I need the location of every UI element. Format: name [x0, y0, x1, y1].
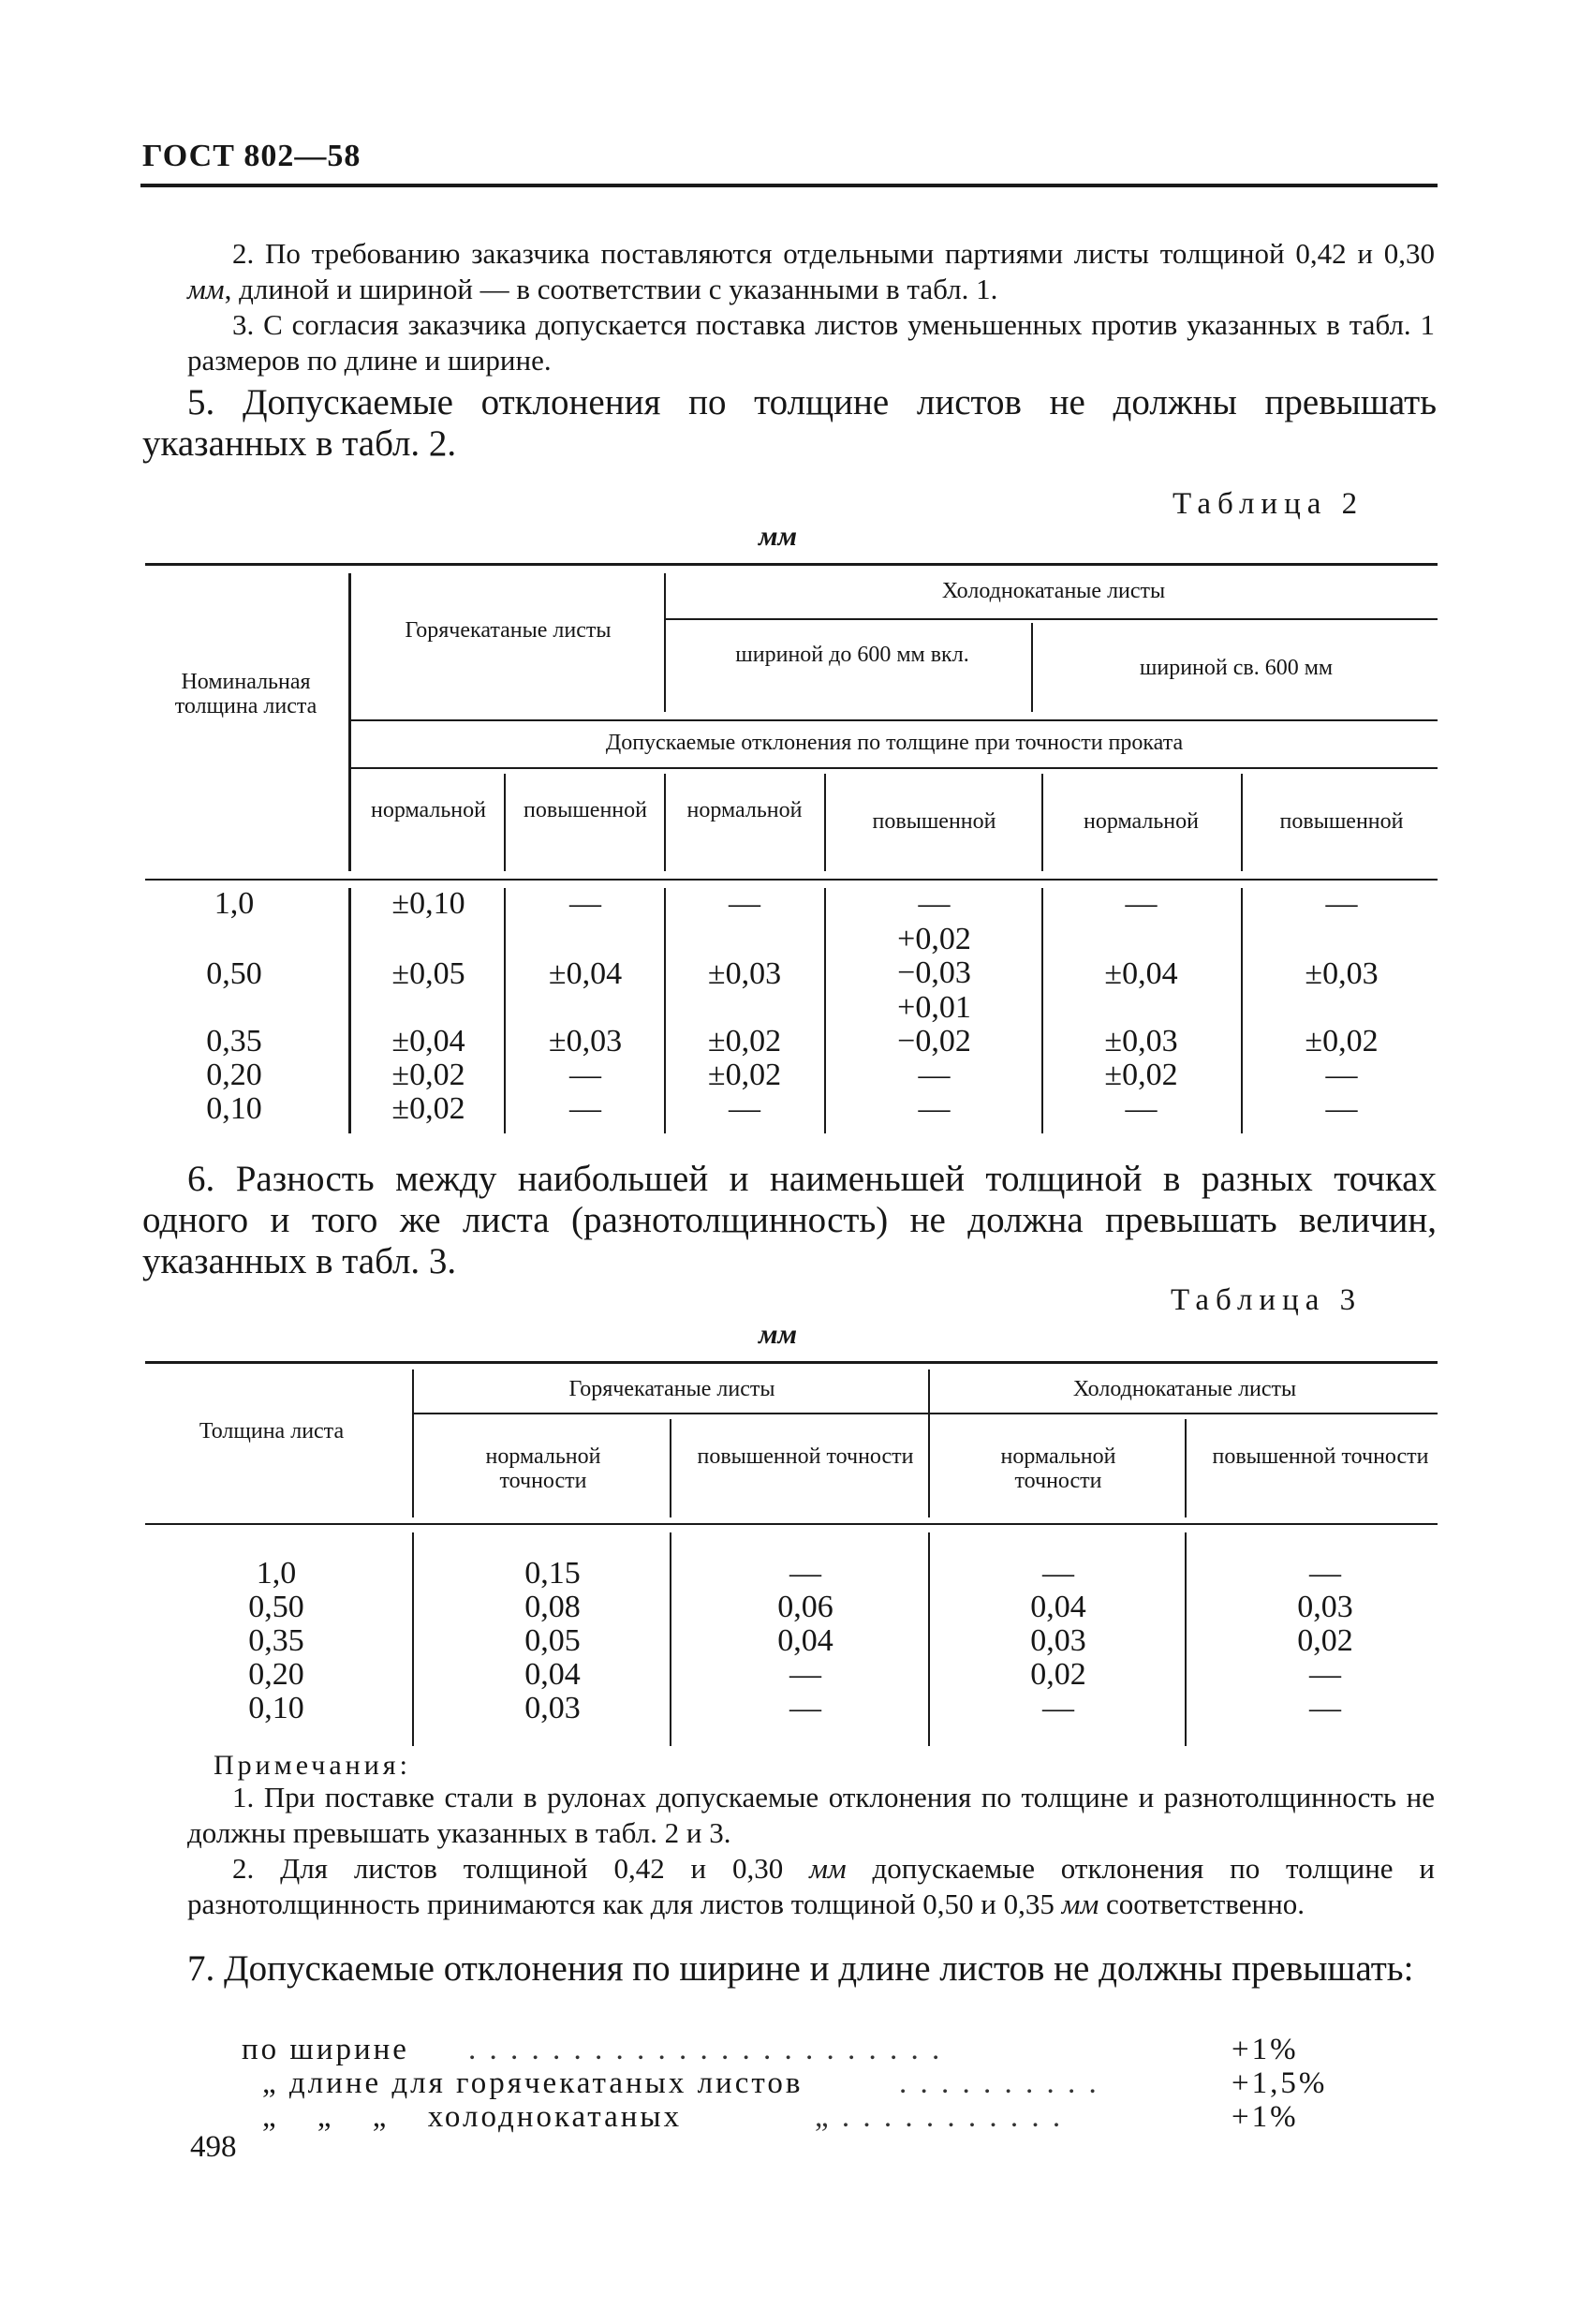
notes-title: Примечания: — [214, 1750, 411, 1781]
table2-sub-header: нормальной — [371, 798, 486, 822]
table3-cell: — — [789, 1556, 821, 1591]
table2-cell: 0,35 — [206, 1024, 262, 1058]
dot-leader: „ . . . . . . . . . . . — [815, 2100, 1064, 2134]
table2-cell: +0,01 −0,02 — [897, 990, 971, 1058]
table2-sub-header: нормальной — [1084, 809, 1199, 834]
table2-caption: Таблица 2 — [1173, 487, 1364, 521]
table3-cell: 0,03 — [1297, 1590, 1353, 1624]
table2-cell: ±0,03 — [1104, 1024, 1178, 1058]
table2-cell: 0,50 — [206, 956, 262, 991]
header-rule — [140, 184, 1438, 187]
table2-cell: — — [1325, 1091, 1358, 1126]
table2-cell: 1,0 — [214, 886, 255, 921]
table2-cell: — — [569, 1091, 601, 1126]
table3-cell: — — [789, 1691, 821, 1725]
table2-cell: ±0,04 — [1104, 956, 1178, 991]
table3-cell: 0,02 — [1297, 1623, 1353, 1658]
table3-cell: 0,35 — [248, 1623, 304, 1658]
table3-sub-header: нормальной точности — [1000, 1444, 1116, 1493]
table3-caption: Таблица 3 — [1171, 1283, 1363, 1317]
table2-cell: ±0,02 — [1104, 1058, 1178, 1092]
table3-cell: — — [1309, 1657, 1341, 1692]
table2-cell: — — [918, 1058, 951, 1092]
table2-sub-header: повышенной — [524, 798, 647, 822]
tolerance-value: +1% — [1232, 2033, 1299, 2066]
table3-cell: 0,03 — [1030, 1623, 1086, 1658]
table2-header-nominal: Номинальная толщина листа — [174, 670, 317, 718]
table2-cell: 0,20 — [206, 1058, 262, 1092]
table3-cell: 0,20 — [248, 1657, 304, 1692]
table3-cell: 0,04 — [1030, 1590, 1086, 1624]
table2-cell: ±0,03 — [707, 956, 782, 991]
tolerance-value: +1,5% — [1232, 2066, 1328, 2100]
table2-cell: — — [729, 1091, 760, 1126]
table2-cell: — — [569, 886, 601, 921]
note-1: 1. При поставке стали в рулонах допускаемые отклонения по толщине и разнотолщинность не должны превышать указанных в табл. 2 и 3. — [187, 1781, 1435, 1849]
table2-unit: мм — [759, 521, 798, 552]
table2-header-cold-wide: шириной св. 600 мм — [1139, 656, 1334, 680]
dot-leader: . . . . . . . . . . . . . . . . . . . . . . . — [468, 2033, 943, 2066]
table3-cell: 0,03 — [524, 1691, 581, 1725]
table2-header-cold: Холоднокатаные листы — [941, 579, 1166, 603]
table3-cell: 0,04 — [777, 1623, 833, 1658]
tolerance-label: „ длине для горячекатаных листов — [262, 2066, 804, 2100]
table3-cell: — — [1309, 1556, 1341, 1591]
paragraph-note-3: 3. С согласия заказчика допускается поставка листов уменьшенных против указанных в табл. 1 размеров по длине и ширине. — [187, 308, 1435, 377]
table3-cell: 0,08 — [524, 1590, 581, 1624]
dot-leader: . . . . . . . . . . — [899, 2066, 1099, 2100]
table2-cell: — — [1325, 1058, 1358, 1092]
table2-cell: +0,02 −0,03 — [897, 922, 971, 990]
table2-sub-header: повышенной — [1279, 809, 1404, 834]
table2-cell: — — [918, 886, 951, 921]
paragraph-6: 6. Разность между наибольшей и наименьшей толщиной в разных точках одного и того же листа (разнотолщинность) не должна превышать величин, указанных в табл. 3. — [142, 1159, 1437, 1281]
table2-cell: ±0,04 — [391, 1024, 465, 1058]
table3-cell: 0,10 — [248, 1691, 304, 1725]
paragraph-5: 5. Допускаемые отклонения по толщине листов не должны превышать указанных в табл. 2. — [142, 382, 1437, 464]
table3-cell: 0,04 — [524, 1657, 581, 1692]
table2-cell: ±0,02 — [1305, 1024, 1379, 1058]
table3-cell: 0,50 — [248, 1590, 304, 1624]
page-number: 498 — [190, 2130, 237, 2164]
tolerance-label: „ „ „ холоднокатаных — [262, 2100, 683, 2134]
table2-header-tolerance: Допускаемые отклонения по толщине при точности проката — [605, 731, 1184, 755]
paragraph-7: 7. Допускаемые отклонения по ширине и длине листов не должны превышать: — [187, 1948, 1414, 1989]
table2-cell: ±0,05 — [391, 956, 465, 991]
table3-header-thickness: Толщина листа — [199, 1419, 345, 1443]
table2-cell: ±0,04 — [548, 956, 623, 991]
table2-cell: ±0,02 — [707, 1058, 782, 1092]
table2-cell: ±0,02 — [391, 1058, 465, 1092]
table2-sub-header: нормальной — [686, 798, 803, 822]
table3-sub-header: повышенной точности — [697, 1444, 914, 1469]
table2-cell: ±0,10 — [391, 886, 465, 921]
table3-header-hot: Горячекатаные листы — [568, 1377, 775, 1401]
table3-sub-header: нормальной точности — [485, 1444, 601, 1493]
table3-cell: 0,06 — [777, 1590, 833, 1624]
table2-cell: ±0,03 — [1305, 956, 1379, 991]
table3-cell: 0,05 — [524, 1623, 581, 1658]
table3-unit: мм — [759, 1319, 798, 1350]
table3-cell: 1,0 — [256, 1556, 297, 1591]
table2-cell: ±0,03 — [548, 1024, 623, 1058]
table2-cell: — — [569, 1058, 601, 1092]
table3-cell: — — [1042, 1691, 1074, 1725]
note-2: 2. Для листов толщиной 0,42 и 0,30 мм допускаемые отклонения по толщине и разнотолщинность принимаются как для листов толщиной 0,50 и 0,35 мм соответственно. — [187, 1852, 1435, 1920]
paragraph-note-2: 2. По требованию заказчика поставляются отдельными партиями листы толщиной 0,42 и 0,30 мм, длиной и шириной — в соответствии с указанными в табл. 1. — [187, 237, 1435, 305]
table3-cell: 0,15 — [524, 1556, 581, 1591]
table3-sub-header: повышенной точности — [1212, 1444, 1429, 1469]
table2-cell: — — [1325, 886, 1358, 921]
table2-cell: ±0,02 — [391, 1091, 465, 1126]
table2-cell: — — [1125, 1091, 1158, 1126]
table3-cell: — — [1309, 1691, 1341, 1725]
table2-cell: — — [1125, 886, 1158, 921]
table2-cell: ±0,02 — [707, 1024, 782, 1058]
table2-cell: — — [729, 886, 760, 921]
table2-header-hot: Горячекатаные листы — [405, 618, 612, 643]
table2-cell: — — [918, 1091, 951, 1126]
table3-cell: — — [789, 1657, 821, 1692]
table3-cell: 0,02 — [1030, 1657, 1086, 1692]
tolerance-label: по ширине — [242, 2033, 409, 2066]
table2-cell: 0,10 — [206, 1091, 262, 1126]
table3-header-cold: Холоднокатаные листы — [1072, 1377, 1297, 1401]
table3-cell: — — [1042, 1556, 1074, 1591]
page-header: ГОСТ 802—58 — [142, 139, 361, 173]
table2-header-cold-narrow: шириной до 600 мм вкл. — [735, 643, 969, 667]
table2-sub-header: повышенной — [872, 809, 996, 834]
tolerance-value: +1% — [1232, 2100, 1299, 2134]
